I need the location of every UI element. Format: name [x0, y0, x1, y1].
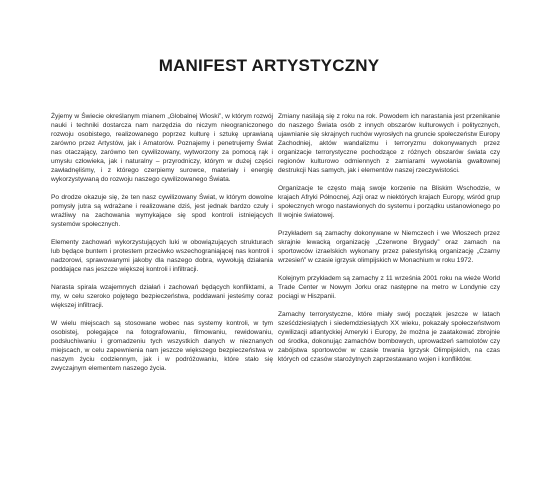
paragraph: Organizacje te często mają swoje korzenie na Bliskim Wschodzie, w krajach Afryki Północnej, Azji oraz w niektórych krajach Europy, wśród grup społecznych wrogo nastawionych do systemu i porządku ustanowionego po II wojnie światowej. [278, 185, 500, 219]
paragraph: Po drodze okazuje się, że ten nasz cywilizowany Świat, w którym dowolne pomysły jutra są wdrażane i realizowane dziś, jest jednak bardzo czuły i wrażliwy na zachowania wymykające się spod kontroli istniejących systemów społecznych. [51, 194, 273, 228]
paragraph: Elementy zachowań wykorzystujących luki w obowiązujących strukturach lub będące buntem i protestem przeciwko wszechograniającej nas kontroli i nadzorowi, sprawowanymi jakoby dla naszego dobra, wywołują działania poddające nas jeszcze większej kontroli i infiltracji. [51, 239, 273, 273]
left-column [51, 112, 273, 382]
paragraph: Zmiany nasilają się z roku na rok. Powodem ich narastania jest przenikanie do naszego Świata osób z innych obszarów kulturowych i politycznych, ujawnianie się skrajnych ruchów wyrosłych na gruncie społeczeństw Europy Zachodniej, aktów wandalizmu i terroryzmu dokonywanych przez organizacje terrorystyczne pochodzące z różnych obszarów świata czy regionów kulturowo odmiennych z zamiarami wywołania gwałtownej destrukcji Nas samych, jak i elementów naszej rzeczywistości. [278, 113, 500, 174]
paragraph: Narasta spirala wzajemnych działań i zachowań będących konfliktami, a my, w celu szeroko pojętego bezpieczeństwa, poddawani jesteśmy coraz większej infiltracji. [51, 284, 273, 309]
page-title: MANIFEST ARTYSTYCZNY [158, 56, 380, 75]
right-column [278, 112, 500, 373]
paragraph: W wielu miejscach są stosowane wobec nas systemy kontroli, w tym osobistej, polegające na fotografowaniu, filmowaniu, rewidowaniu, podsłuchiwaniu i gromadzeniu tych wszystkich danych w nieznanych miejscach, w celu zapewnienia nam jeszcze większego bezpieczeństwa w naszym życiu codziennym, jak i w podróżowaniu, które stało się zwyczajnym elementem naszego życia. [51, 320, 273, 372]
paragraph: Kolejnym przykładem są zamachy z 11 września 2001 roku na wieże World Trade Center w Nowym Jorku oraz następne na metro w Londynie czy pociągi w Hiszpanii. [278, 275, 500, 300]
paragraph: Przykładem są zamachy dokonywane w Niemczech i we Włoszech przez skrajnie lewacką organizację „Czerwone Brygady” oraz zamach na sportowców izraelskich wykonany przez palestyńską organizację „Czarny wrzesień” w czasie igrzysk olimpijskich w Monachium w roku 1972. [278, 230, 500, 264]
paragraph: Żyjemy w Świecie określanym mianem „Globalnej Wioski”, w którym rozwój nauki i techniki dostarcza nam narzędzia do niczym nieograniczonego rozwoju osobistego, realizowanego poprzez kulturę i sztukę uprawianą zarówno przez Artystów, jak i Amatorów. Poznajemy i penetrujemy Świat nas otaczający, zarówno ten cywilizowany, wytworzony za pomocą rąk i umysłu człowieka, jak i naturalny – przyrodniczy, którym w dużej części zawładnęliśmy, i z którego czerpiemy surowce, materiały i energię wykorzystywaną do rozwoju naszego cywilizowanego Świata. [51, 113, 273, 183]
paragraph: Zamachy terrorystyczne, które miały swój początek jeszcze w latach sześćdziesiątych i siedemdziesiątych XX wieku, pokazały społeczeństwom cywilizacji atlantyckiej Ameryki i Europy, że można je zaatakować zbrojnie od środka, dokonując zamachów bombowych, uprowadzeń samolotów czy zabójstwa sportowców w czasie trwania Igrzysk Olimpijskich, na czas których od czasów starożytnych zaprzestawano wojen i konfliktów. [278, 311, 500, 363]
